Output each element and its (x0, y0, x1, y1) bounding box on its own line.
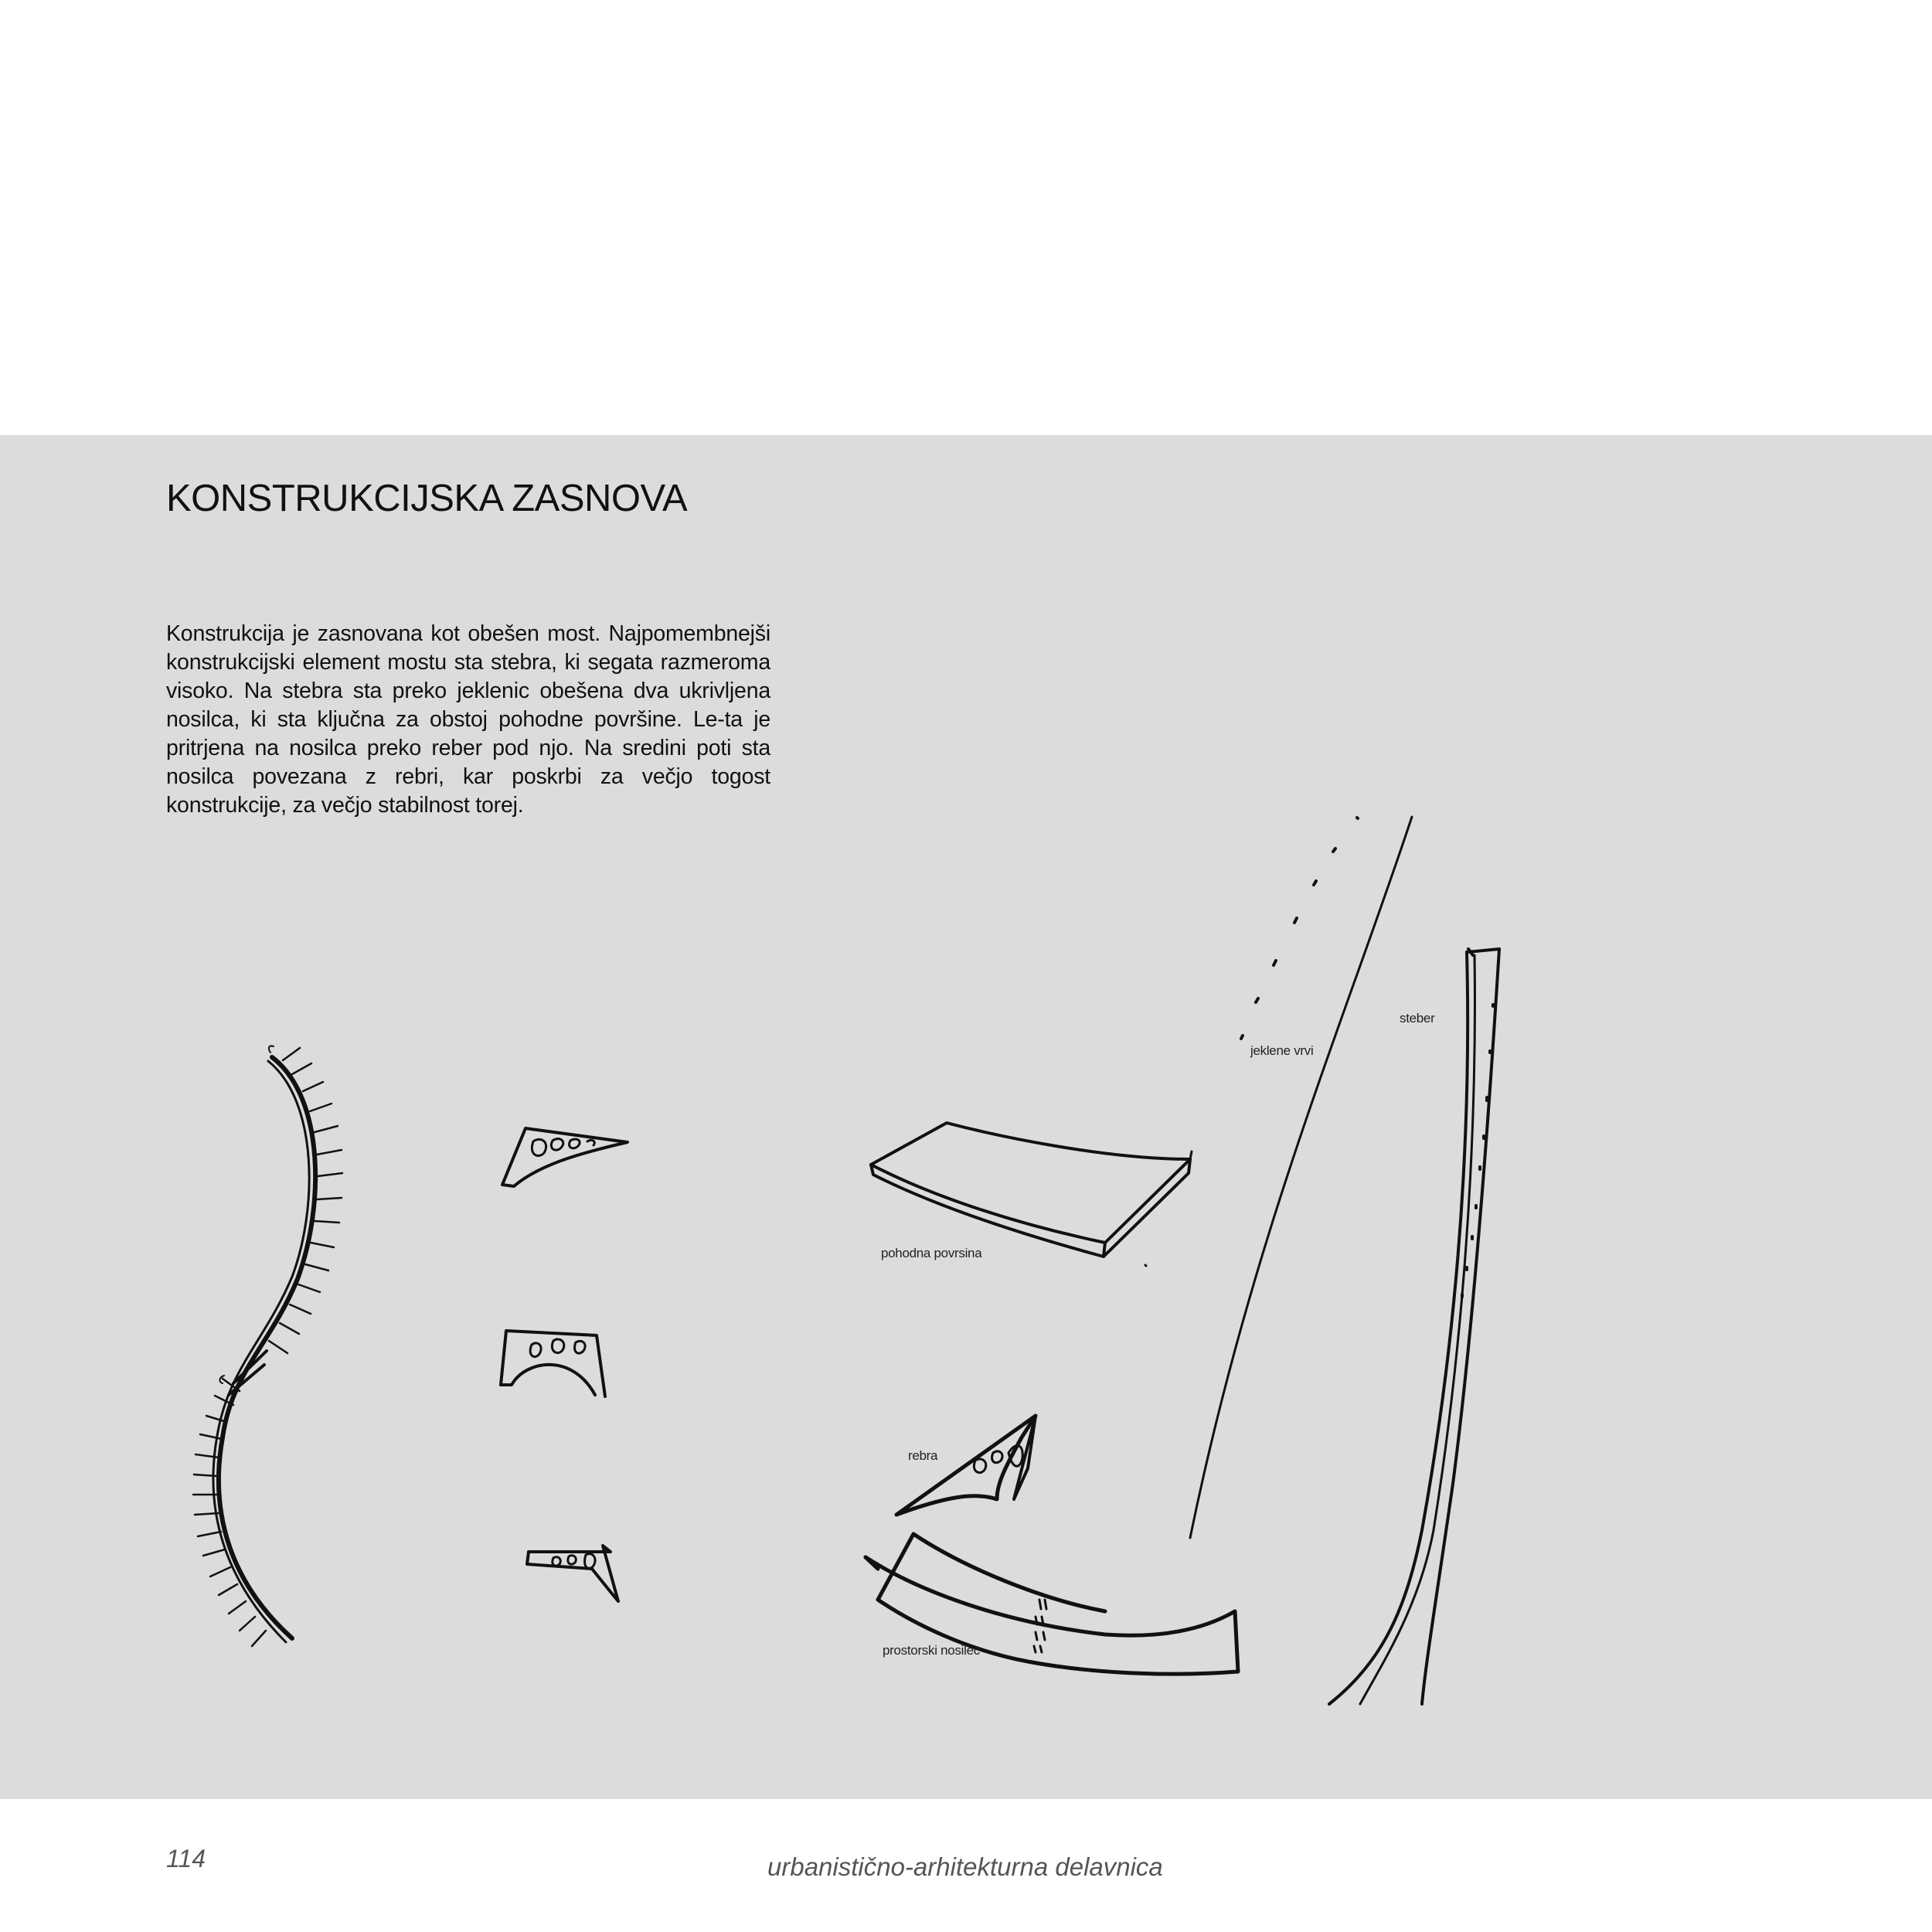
label-steel-cables: jeklene vrvi (1250, 1043, 1314, 1058)
page-number: 114 (166, 1845, 206, 1872)
pillar-sketch (1329, 949, 1499, 1704)
rib-section-sketch-1 (502, 1128, 628, 1186)
label-walking-surface: pohodna povrsina (881, 1246, 982, 1260)
rib-section-sketch-3 (527, 1546, 618, 1601)
rib-bracket-sketch (896, 1416, 1036, 1515)
footer-publication-title: urbanistično-arhitekturna delavnica (767, 1852, 1163, 1881)
rib-section-sketch-2 (501, 1331, 605, 1396)
curved-girder-plan-sketch (193, 1046, 342, 1646)
steel-cables-sketch (1190, 817, 1412, 1538)
label-ribs: rebra (908, 1448, 938, 1463)
label-space-girder: prostorski nosilec (883, 1643, 980, 1658)
section-title: KONSTRUKCIJSKA ZASNOVA (166, 478, 688, 519)
walking-surface-sketch (871, 1123, 1192, 1266)
label-pillar: steber (1400, 1011, 1435, 1026)
section-body-text: Konstrukcija je zasnovana kot obešen most. Najpomembnejši konstrukcijski element mostu sta stebra, ki segata razmeroma visoko. Na stebra sta preko jeklenic obešena dva ukrivljena nosilca, ki sta ključna za obstoj pohodne površine. Le-ta je pritrjena na nosilca preko reber pod njo. Na sredini poti sta nosilca povezana z rebri, kar poskrbi za večjo togost konstrukcije, za večjo stabilnost torej. (166, 621, 770, 818)
